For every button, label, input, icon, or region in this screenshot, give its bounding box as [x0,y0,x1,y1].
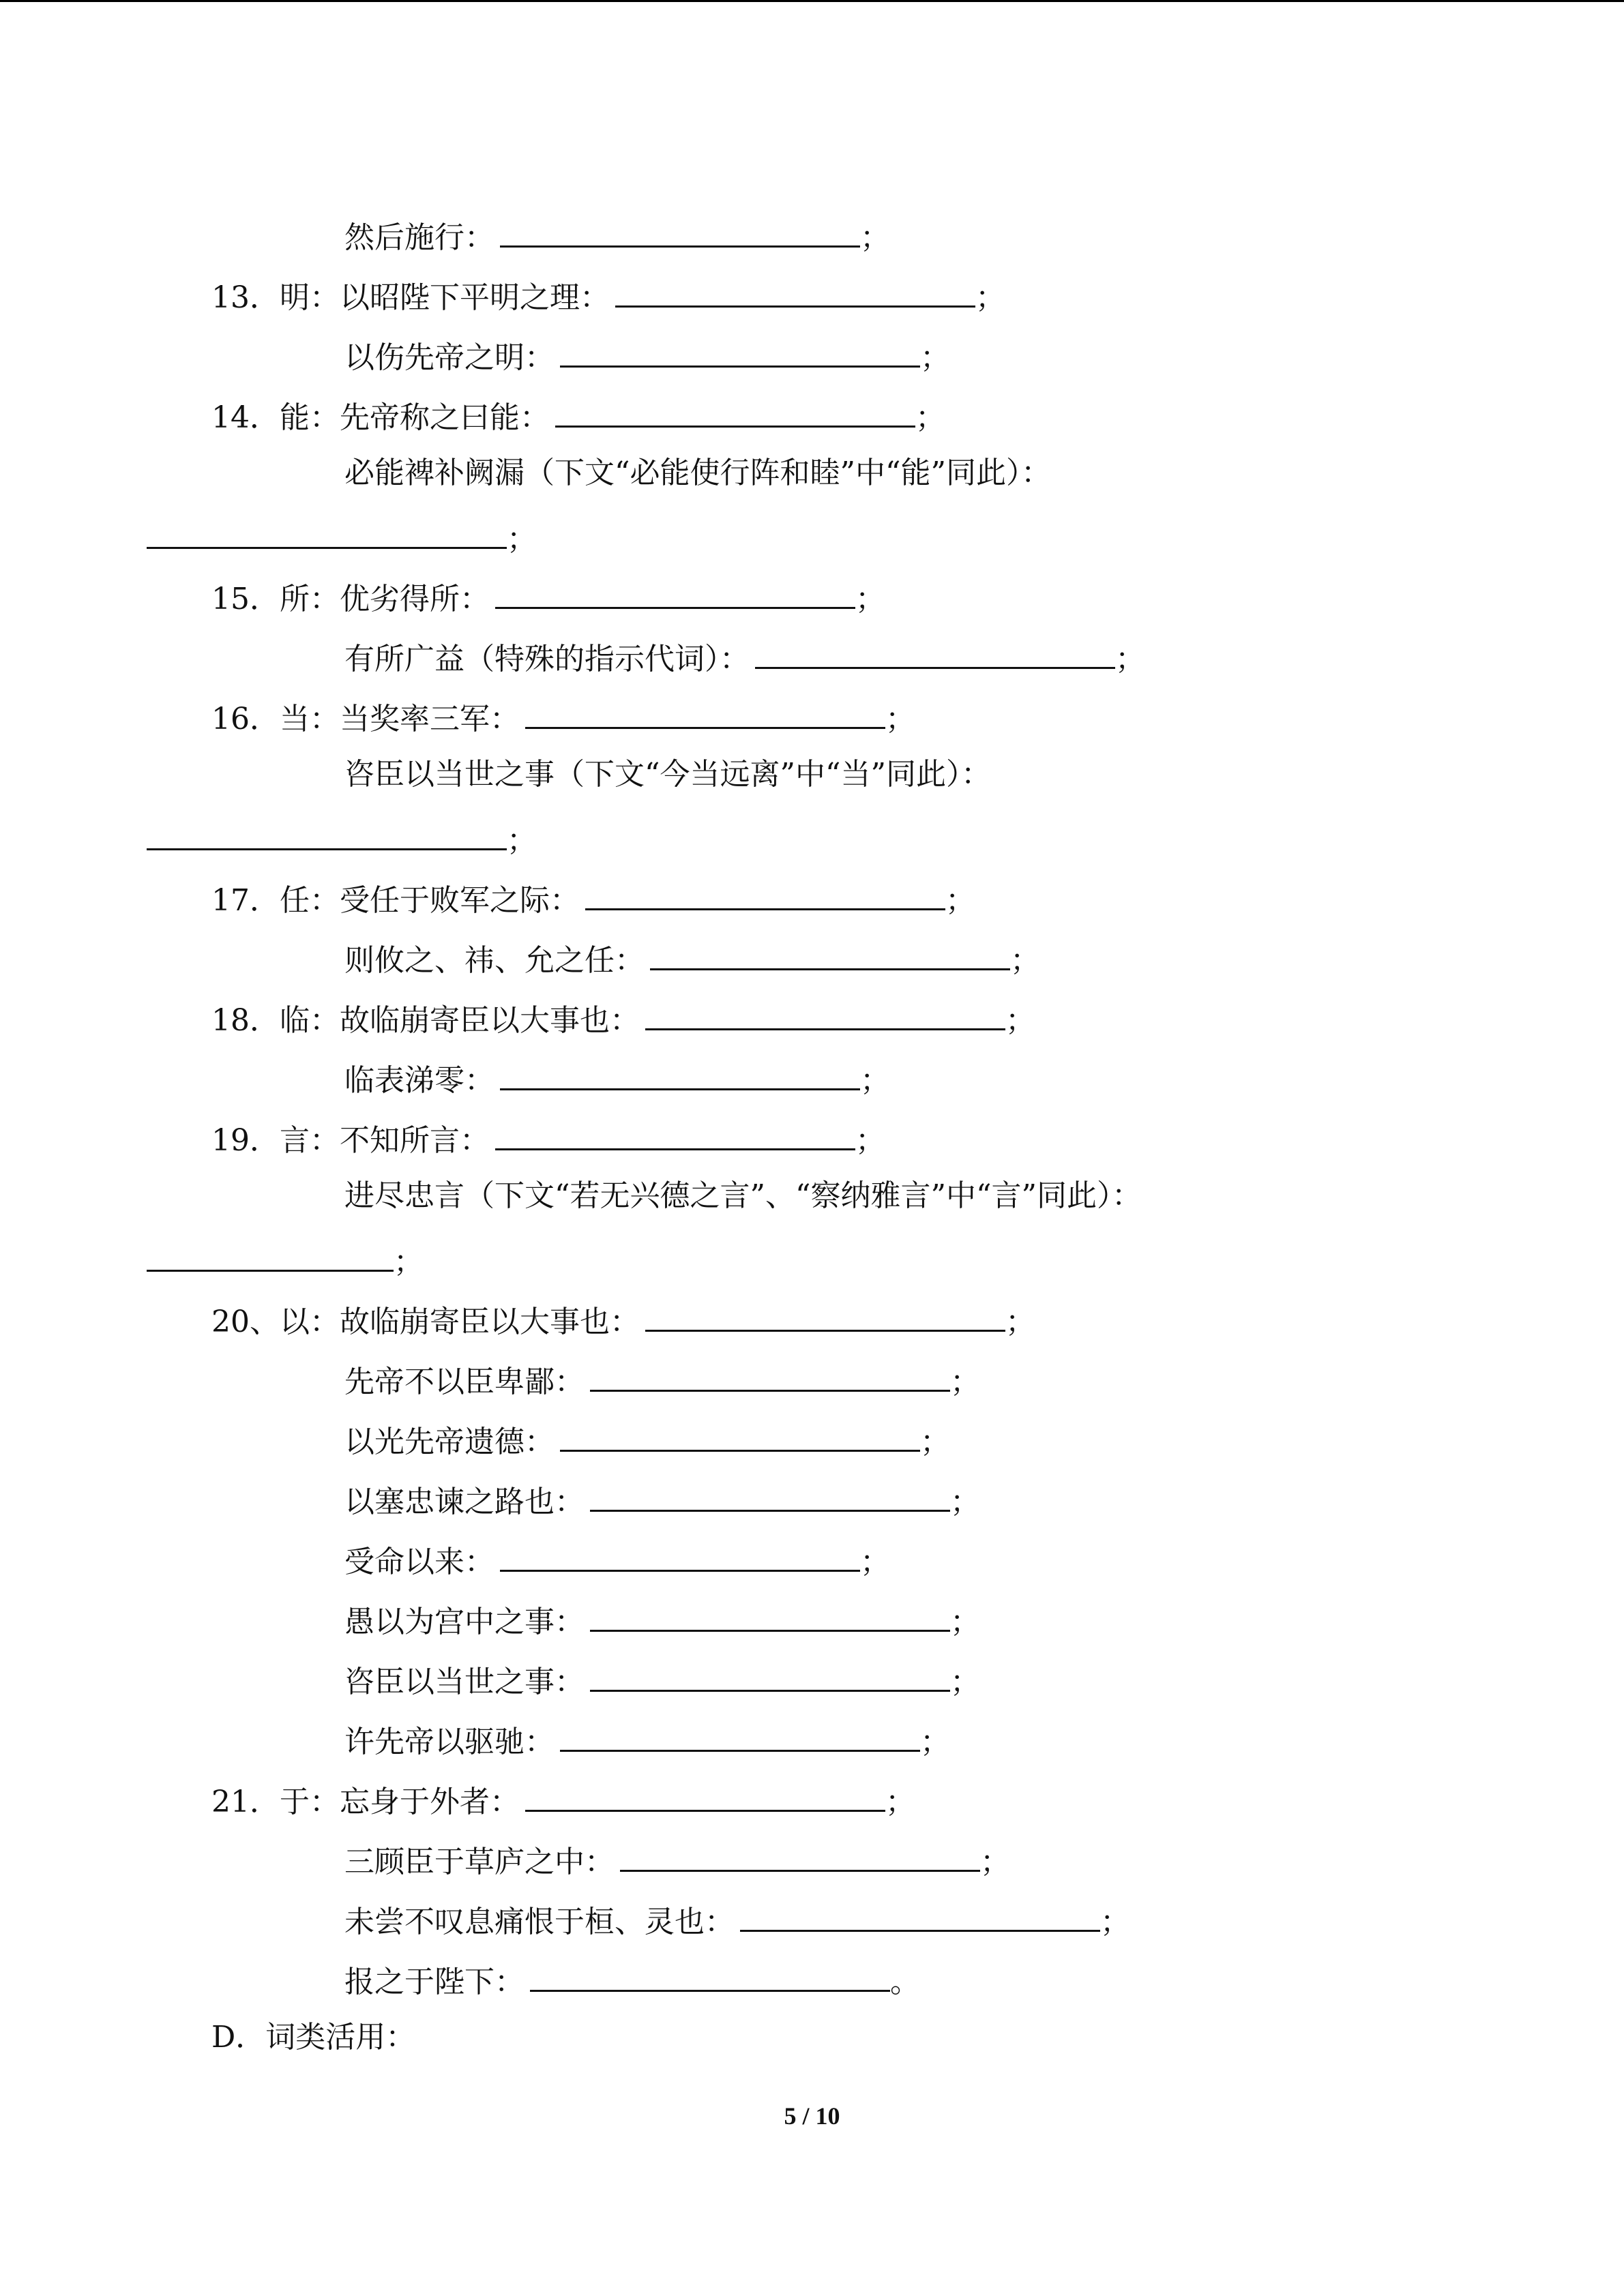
answer-blank[interactable] [560,1708,920,1752]
exercise-continuation-line [147,505,537,565]
prompt-text: 咨臣以当世之事（下文“今当远离”中“当”同此）： [344,757,991,792]
line-end-punct: ； [860,1545,890,1579]
answer-blank[interactable] [530,1948,890,1992]
line-end-punct: ； [915,400,945,435]
answer-blank[interactable] [500,203,860,248]
exercise-item-20 [211,1287,1035,1347]
line-end-punct: ； [855,1123,885,1158]
line-end-punct: ； [507,522,537,556]
prompt-text: 受命以来： [344,1545,494,1579]
exercise-line [344,443,1051,503]
prompt-text: 故临崩寄臣以大事也： [340,1304,640,1339]
page-number: 5 / 10 [784,2102,840,2130]
exercise-line [344,1166,1142,1226]
section-title: 词类活用： [265,2020,416,2055]
answer-blank[interactable] [755,625,1115,669]
prompt-text: 先帝称之曰能： [340,400,550,435]
prompt-text: 以光先帝遗德： [344,1425,555,1459]
answer-blank[interactable] [650,926,1010,970]
exercise-line [344,1948,920,2008]
prompt-text: 以塞忠谏之路也： [344,1485,585,1519]
prompt-text: 当奖率三军： [340,702,520,736]
answer-blank[interactable] [590,1347,950,1392]
item-number: 21．于： [211,1785,340,1819]
prompt-text: 不知所言： [340,1123,490,1158]
item-number: 14．能： [211,400,340,435]
exercise-line [344,745,991,805]
exercise-item-16 [211,685,915,745]
prompt-text: 愚以为宫中之事： [344,1605,585,1639]
section-label: D． [211,2020,266,2055]
prompt-text: 然后施行： [344,220,494,255]
answer-blank[interactable] [500,1046,860,1090]
line-end-punct: ； [980,1845,1010,1879]
line-end-punct: ； [920,1725,950,1759]
prompt-text: 以伤先帝之明： [344,340,555,375]
exercise-item-21 [211,1768,915,1828]
exercise-line [344,1828,1010,1888]
exercise-line [344,1467,980,1527]
item-number: 19．言： [211,1123,340,1158]
prompt-text: 有所广益（特殊的指示代词）： [344,642,750,676]
answer-blank[interactable] [645,1287,1005,1332]
exercise-item-15 [211,565,885,625]
line-end-punct: ； [885,702,915,736]
line-end-punct: ； [920,1425,950,1459]
line-end-punct: ； [855,582,885,616]
line-end-punct: ； [1010,943,1040,978]
prompt-text: 未尝不叹息痛恨于桓、灵也： [344,1905,735,1939]
exercise-line [344,926,1040,986]
exercise-item-18 [211,986,1035,1046]
answer-blank[interactable] [590,1648,950,1692]
exercise-line [344,1046,890,1106]
exercise-line [344,1708,950,1768]
line-end-punct: ； [1005,1304,1035,1339]
answer-blank[interactable] [615,263,975,308]
prompt-text: 则攸之、祎、允之任： [344,943,645,978]
item-number: 20、以： [211,1304,340,1339]
line-end-punct: ； [507,823,537,858]
exercise-item-13 [211,263,1005,323]
line-end-punct: ； [975,280,1005,315]
prompt-text: 报之于陛下： [344,1965,525,1999]
exercise-continuation-line [147,1227,424,1287]
exercise-line [344,1587,980,1648]
line-end-punct: ； [885,1785,915,1819]
answer-blank[interactable] [620,1828,980,1872]
line-end-punct: ； [394,1244,424,1279]
line-end-punct: 。 [890,1965,920,1999]
line-end-punct: ； [1100,1905,1130,1939]
answer-blank[interactable] [560,323,920,368]
line-end-punct: ； [950,1605,980,1639]
prompt-text: 咨臣以当世之事： [344,1665,585,1699]
page-top-border [0,0,1624,2]
exercise-line [344,1407,950,1467]
answer-blank[interactable] [555,383,915,428]
line-end-punct: ； [1005,1003,1035,1038]
prompt-text: 许先帝以驱驰： [344,1725,555,1759]
item-number: 17．任： [211,883,340,918]
prompt-text: 先帝不以臣卑鄙： [344,1365,585,1399]
prompt-text: 临表涕零： [344,1063,494,1098]
answer-blank[interactable] [495,565,855,609]
exercise-line [344,1527,890,1587]
answer-blank[interactable] [500,1527,860,1572]
exercise-line [344,1888,1130,1948]
answer-blank[interactable] [147,806,507,850]
exercise-item-19 [211,1106,885,1166]
answer-blank[interactable] [147,1227,394,1272]
prompt-text: 必能裨补阙漏（下文“必能使行阵和睦”中“能”同此）： [344,456,1051,490]
prompt-text: 以昭陛下平明之理： [340,280,610,315]
answer-blank[interactable] [590,1467,950,1512]
answer-blank[interactable] [525,1768,885,1812]
item-number: 18．临： [211,1003,340,1038]
line-end-punct: ； [950,1485,980,1519]
answer-blank[interactable] [495,1106,855,1150]
line-end-punct: ； [950,1365,980,1399]
prompt-text: 优劣得所： [340,582,490,616]
exercise-continuation-line [147,806,537,866]
answer-blank[interactable] [525,685,885,729]
exercise-line [344,625,1145,685]
exercise-line [344,1648,980,1708]
item-number: 16．当： [211,702,340,736]
line-end-punct: ； [945,883,975,918]
prompt-text: 三顾臣于草庐之中： [344,1845,615,1879]
line-end-punct: ； [860,1063,890,1098]
exercise-item-14 [211,383,945,443]
answer-blank[interactable] [560,1407,920,1452]
answer-blank[interactable] [585,866,945,910]
exercise-line [344,203,890,263]
item-number: 13．明： [211,280,340,315]
answer-blank[interactable] [645,986,1005,1030]
line-end-punct: ； [920,340,950,375]
exercise-item-17 [211,866,975,926]
exercise-line [344,323,950,383]
answer-blank[interactable] [740,1888,1100,1932]
line-end-punct: ； [950,1665,980,1699]
answer-blank[interactable] [590,1587,950,1632]
prompt-text: 故临崩寄臣以大事也： [340,1003,640,1038]
prompt-text: 受任于败军之际： [340,883,580,918]
line-end-punct: ； [860,220,890,255]
answer-blank[interactable] [147,505,507,549]
exercise-line [344,1347,980,1407]
prompt-text: 忘身于外者： [340,1785,520,1819]
item-number: 15．所： [211,582,340,616]
prompt-text: 进尽忠言（下文“若无兴德之言”、“察纳雅言”中“言”同此）： [344,1178,1142,1213]
section-heading-d [211,2008,415,2068]
line-end-punct: ； [1115,642,1145,676]
